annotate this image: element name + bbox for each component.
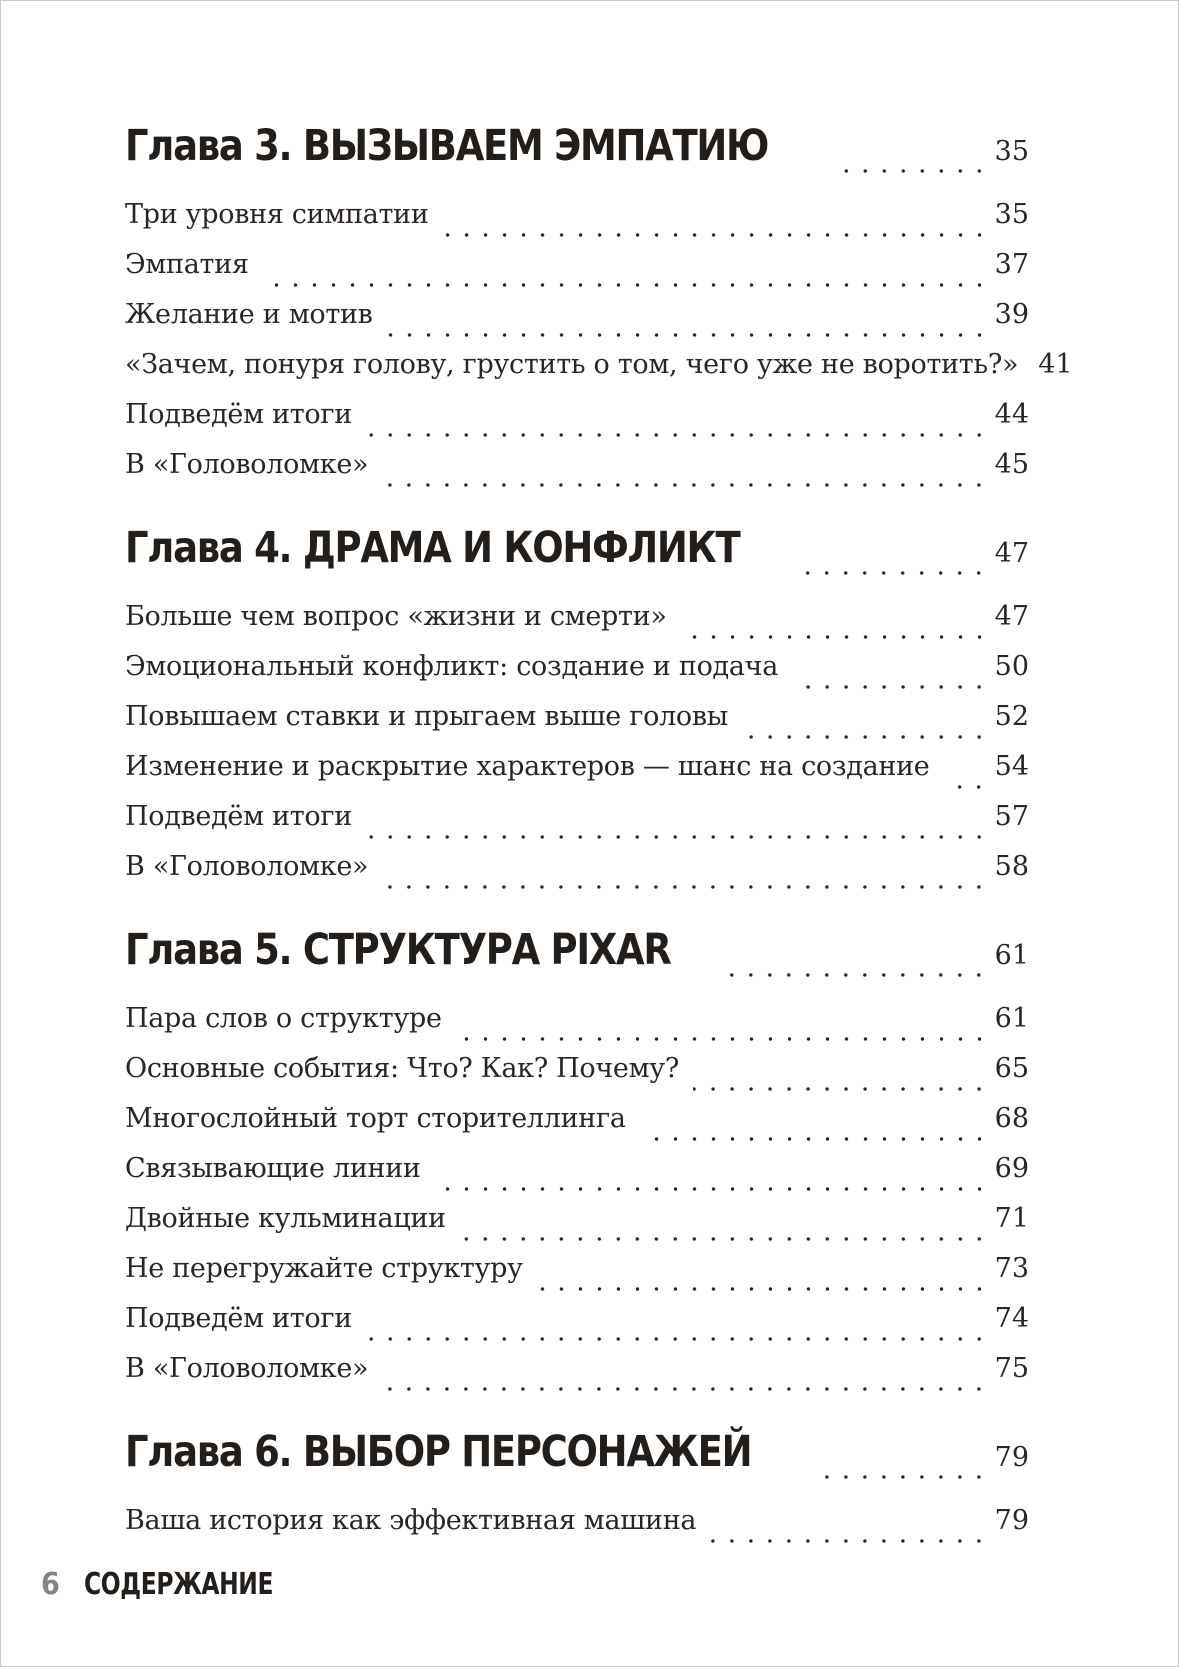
dot-leader [805, 569, 988, 577]
running-head: СОДЕРЖАНИЕ [83, 1567, 273, 1602]
entry-title: Три уровня симпатии [125, 199, 429, 230]
chapter-heading-row[interactable] [125, 523, 1029, 587]
entry-title: Двойные кульминации [125, 1203, 446, 1234]
entry-title: Желание и мотив [125, 299, 373, 330]
entry-page-number: 44 [994, 399, 1029, 430]
toc-entry[interactable] [125, 1153, 1029, 1203]
toc-entry[interactable] [125, 1203, 1029, 1253]
dot-leader [839, 167, 989, 175]
chapter-section [125, 925, 1029, 1403]
toc-entry[interactable] [125, 851, 1029, 901]
entry-page-number: 41 [1038, 349, 1073, 380]
page-footer [41, 1567, 326, 1602]
entry-title: В «Головоломке» [125, 1353, 369, 1384]
chapter-title: Глава 4. ДРАМА И КОНФЛИКТ [125, 523, 740, 573]
entry-title: В «Головоломке» [125, 851, 369, 882]
entry-page-number: 57 [994, 801, 1029, 832]
dot-leader [693, 1085, 989, 1093]
entry-title: Подведём итоги [125, 1303, 352, 1334]
dot-leader [819, 1473, 988, 1481]
dot-leader [382, 1385, 988, 1393]
dot-leader [640, 1135, 989, 1143]
entry-title: Подведём итоги [125, 399, 352, 430]
entry-page-number: 61 [994, 1003, 1029, 1034]
entry-page-number: 74 [994, 1303, 1029, 1334]
toc-entry[interactable] [125, 1505, 1029, 1555]
dot-leader [366, 833, 989, 841]
dot-leader [460, 1235, 989, 1243]
entry-page-number: 52 [994, 701, 1029, 732]
dot-leader [710, 1537, 988, 1545]
entry-page-number: 68 [994, 1103, 1029, 1134]
toc-entry[interactable] [125, 249, 1029, 299]
dot-leader [382, 883, 988, 891]
entry-page-number: 54 [994, 751, 1029, 782]
toc-entry[interactable] [125, 701, 1029, 751]
toc-entry[interactable] [125, 399, 1029, 449]
chapter-heading-row[interactable] [125, 121, 1029, 185]
chapter-title: Глава 3. ВЫЗЫВАЕМ ЭМПАТИЮ [125, 121, 769, 171]
entry-page-number: 35 [994, 199, 1029, 230]
dot-leader [443, 231, 989, 239]
entry-title: Ваша история как эффективная машина [125, 1505, 697, 1536]
toc-entry[interactable] [125, 1253, 1029, 1303]
entry-title: В «Головоломке» [125, 449, 369, 480]
dot-leader [456, 1035, 989, 1043]
toc-entry[interactable] [125, 1103, 1029, 1153]
toc-entry[interactable] [125, 751, 1029, 801]
chapter-page-number: 61 [994, 940, 1029, 971]
dot-leader [366, 431, 989, 439]
toc-entry[interactable] [125, 199, 1029, 249]
entry-page-number: 69 [994, 1153, 1029, 1184]
dot-leader [742, 733, 989, 741]
chapter-section [125, 1427, 1029, 1555]
entry-page-number: 39 [994, 299, 1029, 330]
entry-title: Больше чем вопрос «жизни и смерти» [125, 601, 667, 632]
entry-page-number: 79 [994, 1505, 1029, 1536]
dot-leader [537, 1285, 989, 1293]
chapter-section [125, 523, 1029, 901]
chapter-page-number: 47 [994, 538, 1029, 569]
entry-page-number: 50 [994, 651, 1029, 682]
toc-entry[interactable] [125, 299, 1029, 349]
entry-page-number: 65 [994, 1053, 1029, 1084]
chapter-section [125, 121, 1073, 499]
dot-leader [366, 1335, 989, 1343]
dot-leader [435, 1185, 989, 1193]
toc-entry[interactable] [125, 1303, 1029, 1353]
chapter-title: Глава 6. ВЫБОР ПЕРСОНАЖЕЙ [125, 1427, 752, 1477]
toc-entry[interactable] [125, 349, 1073, 399]
folio-page-number: 6 [41, 1567, 60, 1602]
toc-entry[interactable] [125, 1053, 1029, 1103]
chapter-title: Глава 5. СТРУКТУРА PIXAR [125, 925, 671, 975]
dot-leader [681, 633, 989, 641]
entry-title: «Зачем, понуря голову, грустить о том, чего уже не воротить?» [125, 349, 1019, 380]
entry-title: Подведём итоги [125, 801, 352, 832]
entry-title: Связывающие линии [125, 1153, 421, 1184]
entry-page-number: 75 [994, 1353, 1029, 1384]
toc-entry[interactable] [125, 651, 1029, 701]
chapter-heading-row[interactable] [125, 1427, 1029, 1491]
toc-entry[interactable] [125, 801, 1029, 851]
toc-entry[interactable] [125, 601, 1029, 651]
entry-title: Изменение и раскрытие характеров — шанс на создание [125, 751, 930, 782]
dot-leader [792, 683, 989, 691]
toc-entry[interactable] [125, 1353, 1029, 1403]
entry-page-number: 37 [994, 249, 1029, 280]
chapter-page-number: 79 [994, 1442, 1029, 1473]
entry-page-number: 71 [994, 1203, 1029, 1234]
entry-title: Не перегружайте структуру [125, 1253, 523, 1284]
toc-entry[interactable] [125, 449, 1029, 499]
dot-leader [263, 281, 989, 289]
entry-title: Пара слов о структуре [125, 1003, 442, 1034]
entry-title: Эмоциональный конфликт: создание и подача [125, 651, 779, 682]
entry-title: Многослойный торт сторителлинга [125, 1103, 626, 1134]
entry-page-number: 73 [994, 1253, 1029, 1284]
chapter-heading-row[interactable] [125, 925, 1029, 989]
table-of-contents [125, 121, 1073, 1555]
entry-title: Повышаем ставки и прыгаем выше головы [125, 701, 728, 732]
toc-entry[interactable] [125, 1003, 1029, 1053]
entry-page-number: 45 [994, 449, 1029, 480]
dot-leader [943, 783, 988, 791]
entry-page-number: 47 [994, 601, 1029, 632]
dot-leader [387, 331, 989, 339]
dot-leader [725, 971, 988, 979]
entry-title: Эмпатия [125, 249, 249, 280]
entry-title: Основные события: Что? Как? Почему? [125, 1053, 680, 1084]
dot-leader [382, 481, 988, 489]
entry-page-number: 58 [994, 851, 1029, 882]
chapter-page-number: 35 [994, 136, 1029, 167]
